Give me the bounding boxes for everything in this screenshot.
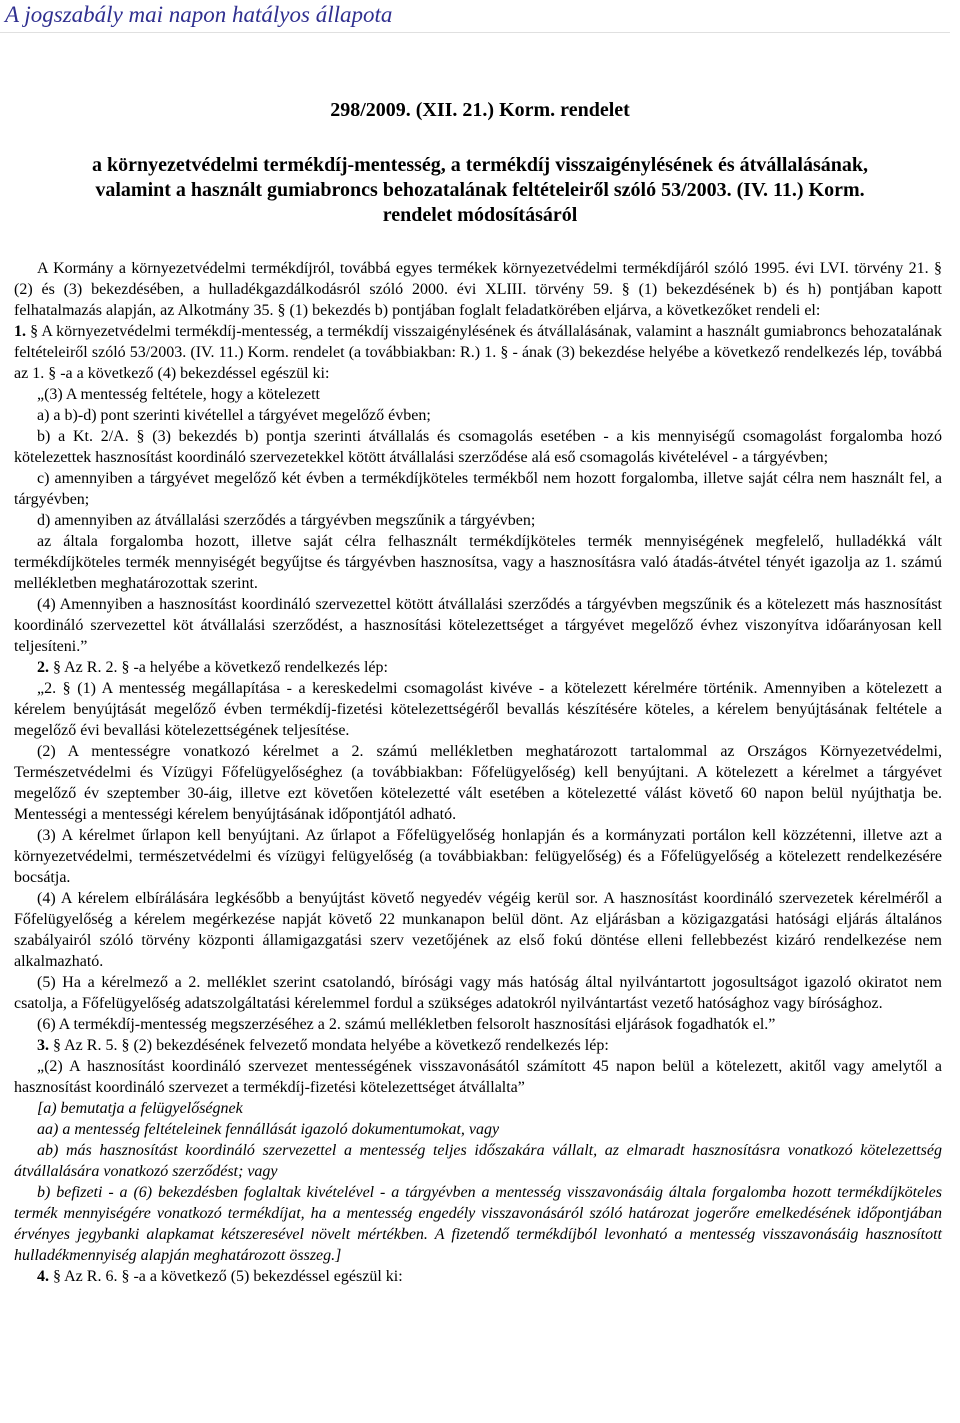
- paragraph-text: b) a Kt. 2/A. § (3) bekezdés b) pontja szerinti átvállalás és csomagolás esetében - a kis mennyiségű csomagolást forgalomba hozó kötelezettek hasznosítást koordináló szervezetekkel kötött átvállalási szerződése alá eső csomagolás kivételével - a tárgyévben;: [14, 428, 942, 466]
- paragraph: [14, 678, 942, 741]
- paragraph-text: „2. § (1) A mentesség megállapítása - a kereskedelmi csomagolást kivéve - a kötelezett kérelmére történik. Amennyiben a kötelezett a kérelem benyújtását megelőző évben termékdíj-fizetési kötelezettségéről bevallás készítésére köteles, a kérelem benyújtásának feltétele a megelőző évi bevallási kötelezettségének teljesítése.: [14, 680, 942, 739]
- status-banner: [0, 0, 950, 33]
- paragraph: [14, 426, 942, 468]
- paragraph: [14, 1098, 942, 1119]
- paragraph-text: § Az R. 5. § (2) bekezdésének felvezető mondata helyébe a következő rendelkezés lép:: [49, 1037, 609, 1054]
- section-number: 4.: [37, 1268, 49, 1285]
- paragraph: [14, 405, 942, 426]
- paragraph-text: § A környezetvédelmi termékdíj-mentesség, a termékdíj visszaigénylésének és átvállalásának, valamint a használt gumiabroncs behozatalának feltételeiről szóló 53/2003. (IV. 11.) Korm. rendelet (a továbbiakban: R.) 1. § - ának (3) bekezdése helyébe a következő rendelkezés lép, továbbá az 1. § -a a következő (4) bekezdéssel egészül ki:: [14, 323, 942, 382]
- paragraph: [14, 594, 942, 657]
- paragraph: [14, 1140, 942, 1182]
- paragraph: [14, 888, 942, 972]
- document-body: [14, 258, 942, 1287]
- subtitle-line: rendelet módosításáról: [382, 204, 578, 226]
- section-number: 3.: [37, 1037, 49, 1054]
- paragraph-text: (2) A mentességre vonatkozó kérelmet a 2. számú mellékletben meghatározott tartalommal az Országos Környezetvédelmi, Természetvédelmi és Vízügyi Főfelügyelőséghez (a továbbiakban: Főfelügyelőség) kell benyújtani. A kötelezett a kérelmet a tárgyévet megelőző év szeptember 30-áig, illetve ezt követően kötelezetté vált esetében a kötelezetté válást követő 60 napon belül nyújthatja be. Mentességi a mentességi kérelem benyújtásának időpontjától adható.: [14, 743, 942, 823]
- paragraph-text: aa) a mentesség feltételeinek fennállását igazoló dokumentumokat, vagy: [37, 1121, 500, 1138]
- paragraph-text: b) befizeti - a (6) bekezdésben foglaltak kivételével - a tárgyévben a mentesség visszavonásáig általa forgalomba hozott termékdíjköteles termék mennyiségére vonatkozó termékdíjat, ha a mentesség engedély visszavonásáról szóló határozat jogerőre emelkedésének időpontjában érvényes jegybanki alapkamat kétszeresével növelt mértékben. A fizetendő termékdíjból levonható a mentesség visszavonásáig hasznosított hulladékmennyiség alapján meghatározott összeg.]: [14, 1184, 942, 1264]
- paragraph-text: [a) bemutatja a felügyelőségnek: [37, 1100, 243, 1117]
- section-number: 2.: [37, 659, 49, 676]
- paragraph-text: „(2) A hasznosítást koordináló szervezet mentességének visszavonásától számított 45 napon belül a kötelezett, akitől vagy amelytől a hasznosítást koordináló szervezet a termékdíj-fizetési kötelezettséget átvállalta”: [14, 1058, 942, 1096]
- paragraph-text: (3) A kérelmet űrlapon kell benyújtani. Az űrlapot a Főfelügyelőség honlapján és a kormányzati portálon kell közzétenni, illetve azt a környezetvédelmi, természetvédelmi és vízügyi felügyelőség (a továbbiakban: felügyelőség) és a Főfelügyelőség a kötelezett rendelkezésére bocsátja.: [14, 827, 942, 886]
- paragraph: [14, 321, 942, 384]
- paragraph: [14, 1119, 942, 1140]
- paragraph-text: „(3) A mentesség feltétele, hogy a kötelezett: [37, 386, 320, 403]
- paragraph: [14, 1014, 942, 1035]
- paragraph: [14, 657, 942, 678]
- preamble: A Kormány a környezetvédelmi termékdíjról, továbbá egyes termékek környezetvédelmi termékdíjáról szóló 1995. évi LVI. törvény 21. § (2) és (3) bekezdésében, a hulladékgazdálkodásról szóló 2000. évi XLIII. törvény 59. § (1) bekezdésének b) és h) pontjában kapott felhatalmazás alapján, az Alkotmány 35. § (1) bekezdés b) pontjában foglalt feladatkörében eljárva, a következőket rendeli el:: [14, 260, 942, 319]
- paragraph: [14, 825, 942, 888]
- paragraph-text: d) amennyiben az átvállalási szerződés a tárgyévben megszűnik a tárgyévben;: [37, 512, 536, 529]
- paragraph-text: (4) Amennyiben a hasznosítást koordináló szervezettel kötött átvállalási szerződés a tárgyévben megszűnik és a kötelezett más hasznosítást koordináló szervezettel köt átvállalási szerződést, a hasznosítási kötelezettséget a tárgyévet megelőző évhez viszonyítva időarányosan kell teljesíteni.”: [14, 596, 942, 655]
- paragraph-text: a) a b)-d) pont szerinti kivétellel a tárgyévet megelőző évben;: [37, 407, 431, 424]
- subtitle-line: valamint a használt gumiabroncs behozatalának feltételeiről szóló 53/2003. (IV. 11.) Korm.: [95, 179, 865, 201]
- section-number: 1.: [14, 323, 26, 340]
- banner-text: A jogszabály mai napon hatályos állapota: [5, 2, 393, 27]
- paragraph-text: (4) A kérelem elbírálására legkésőbb a benyújtást követő negyedév végéig kerül sor. A hasznosítást koordináló szervezetek kérelméről a Főfelügyelőség a kérelem megérkezése napját követő 22 munkanapon belül dönt. Az eljárásban a közigazgatási hatósági eljárás általános szabályairól szóló törvény központi államigazgatási szerv vezetőjének az első fokú döntése elleni fellebbezést kizáró rendelkezése nem alkalmazható.: [14, 890, 942, 970]
- paragraph: [14, 384, 942, 405]
- paragraph: [14, 972, 942, 1014]
- paragraph: [14, 1056, 942, 1098]
- paragraph: [14, 531, 942, 594]
- paragraph-list: [14, 321, 942, 1287]
- paragraph: [14, 741, 942, 825]
- paragraph-text: § Az R. 6. § -a a következő (5) bekezdéssel egészül ki:: [49, 1268, 403, 1285]
- subtitle-line: a környezetvédelmi termékdíj-mentesség, a termékdíj visszaigénylésének és átvállalásának,: [92, 154, 868, 176]
- document-subtitle: [0, 153, 960, 228]
- paragraph: [14, 1182, 942, 1266]
- paragraph-text: § Az R. 2. § -a helyébe a következő rendelkezés lép:: [49, 659, 388, 676]
- paragraph-text: c) amennyiben a tárgyévet megelőző két évben a termékdíjköteles termékből nem hozott forgalomba, illetve saját célra nem használt fel, a tárgyévben;: [14, 470, 942, 508]
- page-title: 298/2009. (XII. 21.) Korm. rendelet: [330, 99, 630, 121]
- paragraph: [14, 510, 942, 531]
- paragraph-text: ab) más hasznosítást koordináló szervezettel a mentesség teljes időszakára vállalt, az elmaradt hasznosításra vonatkozó kötelezettség átvállalására vonatkozó szerződést; vagy: [14, 1142, 942, 1180]
- paragraph-text: (5) Ha a kérelmező a 2. melléklet szerint csatolandó, bírósági vagy más hatóság által nyilvántartott jogosultságot igazoló okiratot nem csatolja, a Főfelügyelőség adatszolgáltatási kérelemmel fordul a szükséges adatokról nyilvántartást vezető hatósághoz vagy bírósághoz.: [14, 974, 942, 1012]
- paragraph: [14, 468, 942, 510]
- paragraph: [14, 1035, 942, 1056]
- paragraph-text: (6) A termékdíj-mentesség megszerzéséhez a 2. számú mellékletben felsorolt hasznosítási eljárások fogadhatók el.”: [37, 1016, 776, 1033]
- paragraph-text: az általa forgalomba hozott, illetve saját célra felhasznált termékdíjköteles termék mennyiségének megfelelő, hulladékká vált termékdíjköteles termék mennyiségét begyűjtse és tárgyévben hasznosítsa, vagy a hasznosításra való átadás-átvétel tényét igazolja az 1. számú mellékletben meghatározottak szerint.: [14, 533, 942, 592]
- paragraph: [14, 1266, 942, 1287]
